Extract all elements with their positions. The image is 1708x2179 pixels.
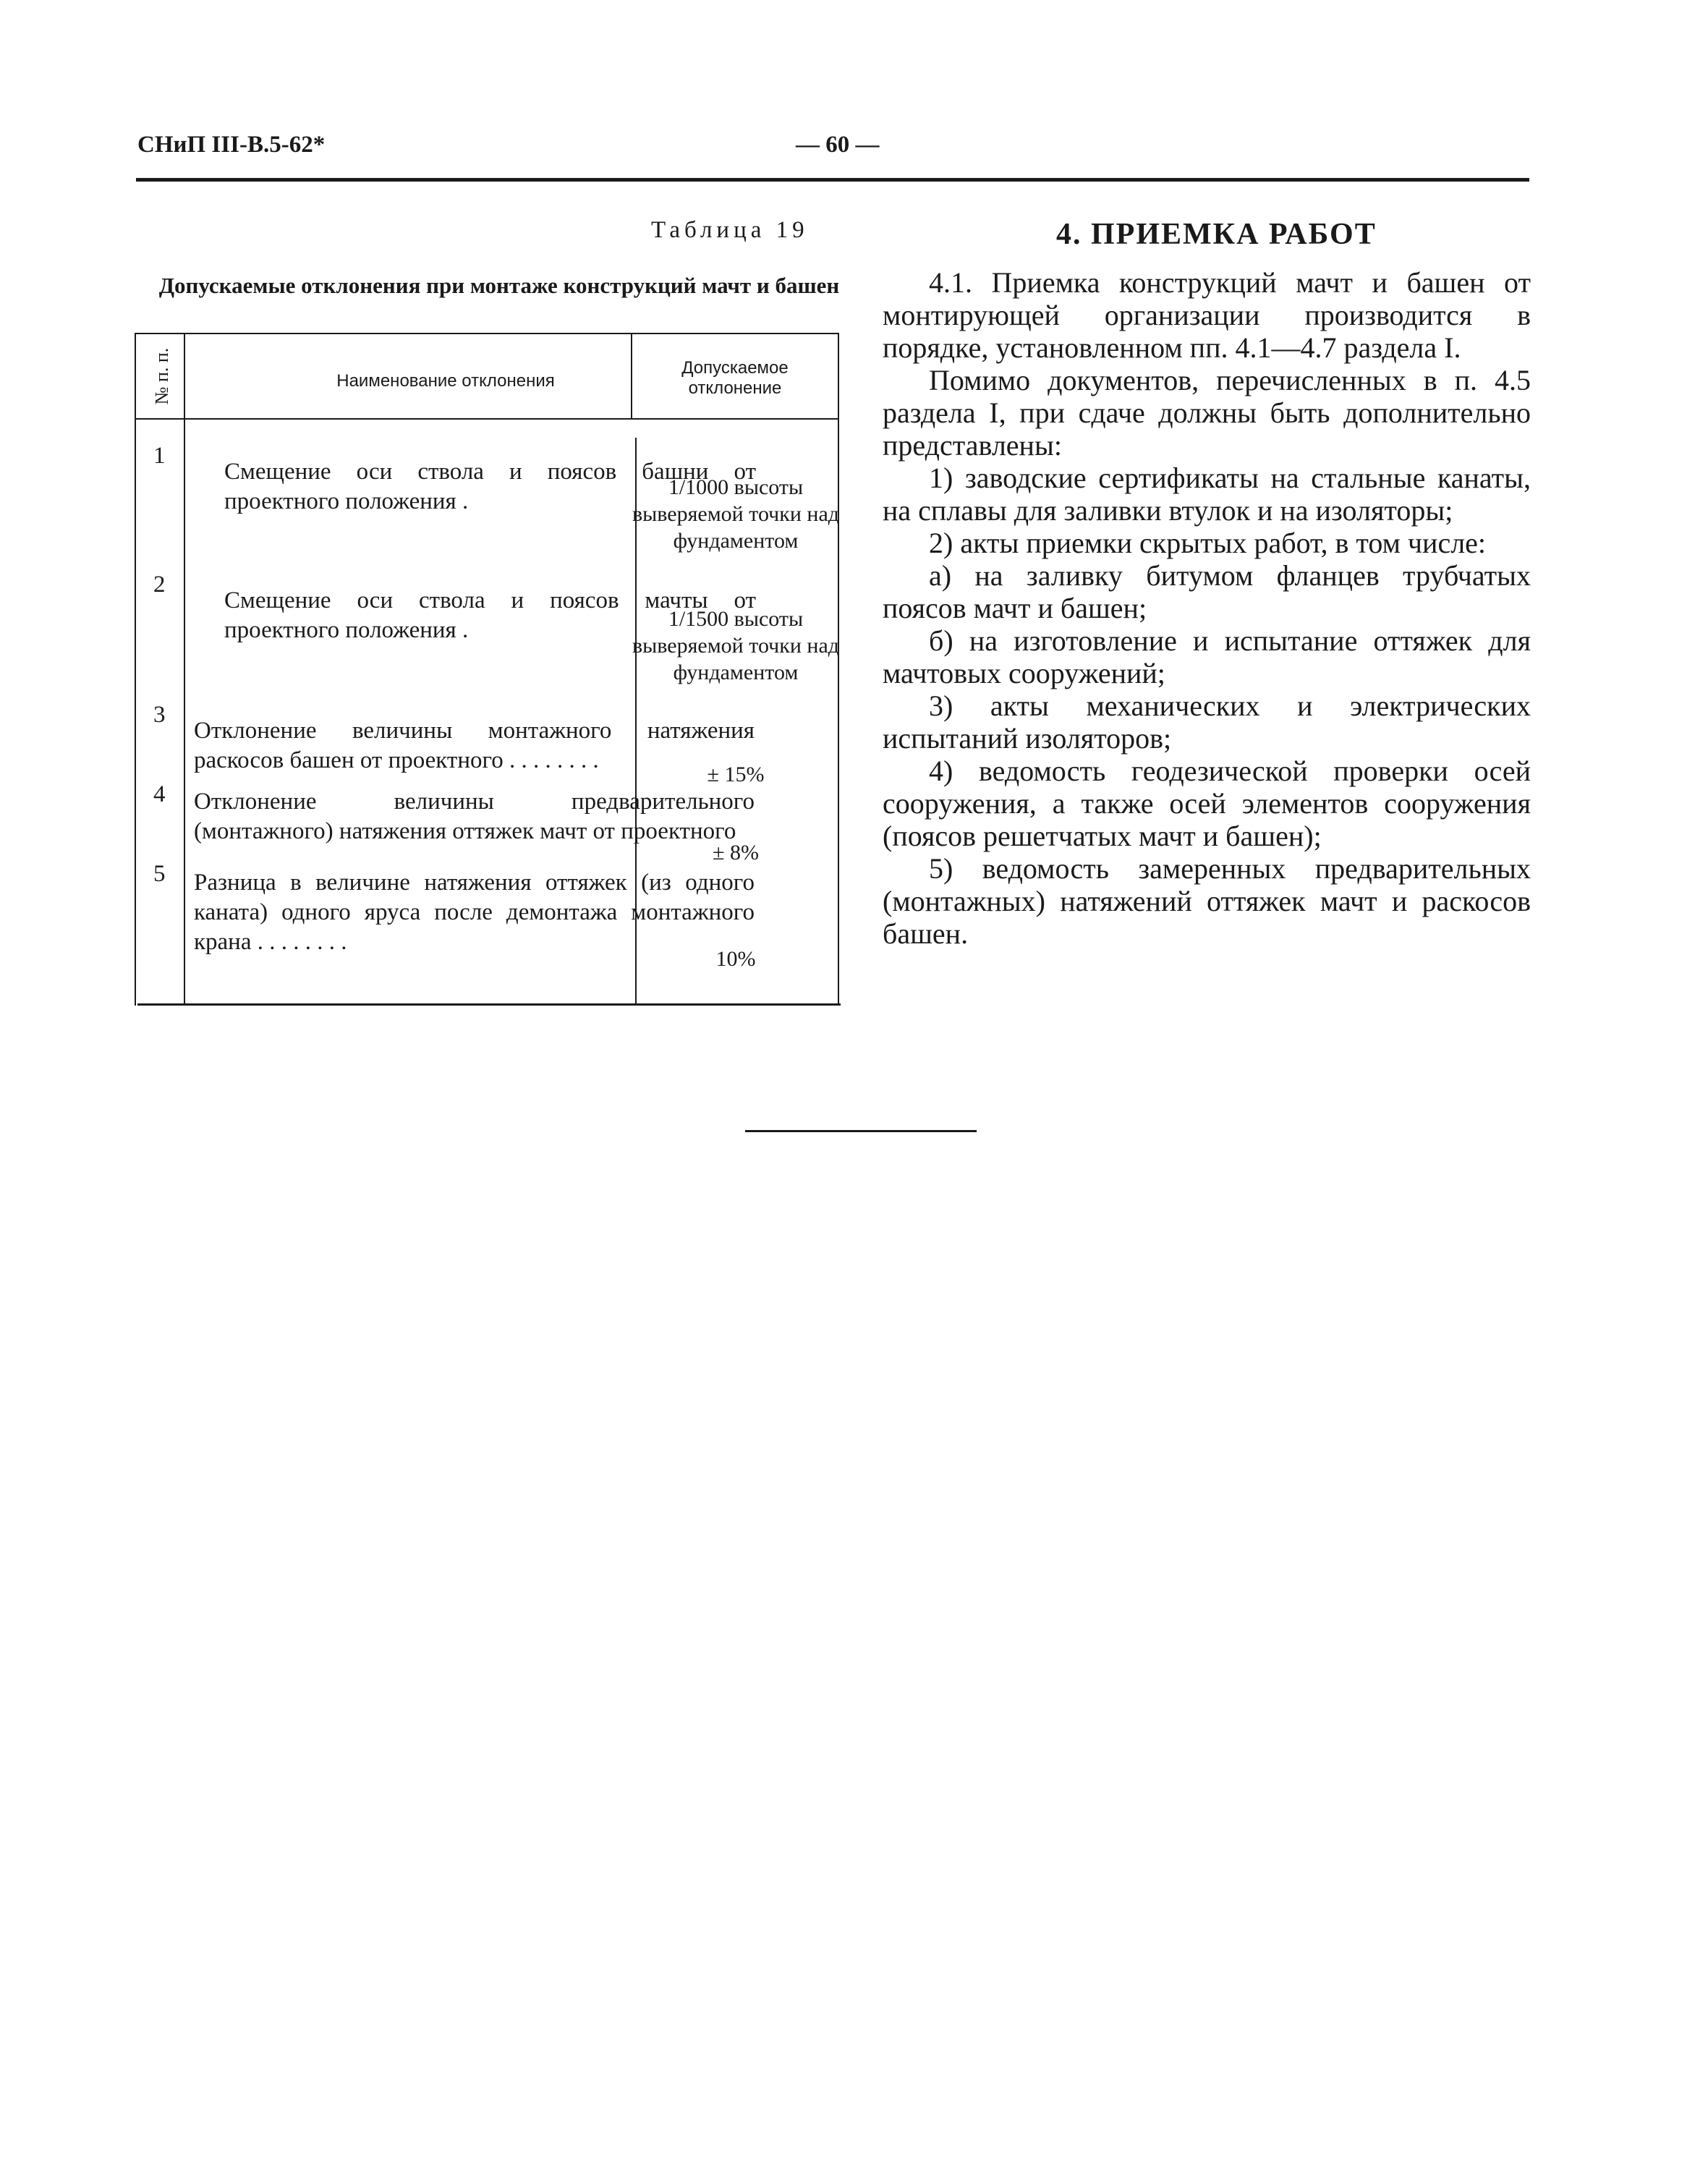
row-3-name: Отклонение величины монтажного натяжения раскосов башен от проектного . . . . . . . . — [194, 718, 755, 773]
header-deviation: Допускаемое отклонение — [681, 358, 789, 398]
paragraph: б) на изготовление и испытание оттяжек для мачтовых сооружений; — [883, 624, 1531, 689]
page-number: — 60 — — [796, 132, 880, 158]
deviation-table — [135, 333, 839, 1006]
paragraph: 2) акты приемки скрытых работ, в том числе: — [929, 527, 1487, 559]
paragraph: 5) ведомость замеренных предварительных (монтажных) натяжений оттяжек мачт и раскосов башен. — [883, 852, 1531, 950]
header-divider — [136, 178, 1529, 182]
table-number: Таблица 19 — [651, 217, 809, 243]
row-1-num: 1 — [153, 443, 166, 469]
table-col-divider-1 — [184, 333, 185, 1006]
paragraph: 1) заводские сертификаты на стальные канаты, на сплавы для заливки втулок и на изоляторы; — [883, 462, 1531, 527]
table-left-border — [135, 333, 136, 1006]
header-num: № п. п. — [151, 347, 172, 405]
row-5-value: 10% — [715, 947, 756, 971]
section-body — [883, 266, 1531, 950]
paragraph: 4) ведомость геодезической проверки осей сооружения, а также осей элементов сооружения (поясов решетчатых мачт и башен); — [883, 755, 1531, 852]
paragraph: 4.1. Приемка конструкций мачт и башен от монтирующей организации производится в порядке, установленном пп. 4.1—4.7 раздела I. — [883, 266, 1531, 364]
row-4-value: ± 8% — [713, 841, 759, 865]
row-5-num: 5 — [153, 861, 166, 887]
row-1-name: Смещение оси ствола и поясов башни от проектного положения . — [224, 459, 756, 514]
header-name: Наименование отклонения — [336, 371, 555, 391]
document-code: СНиП III-В.5-62* — [137, 132, 326, 158]
row-2-num: 2 — [153, 572, 166, 598]
table-header-border — [135, 418, 839, 420]
row-2-value: 1/1500 высоты выверяемой точки над фундаментом — [632, 607, 840, 684]
table-top-border — [135, 333, 839, 334]
row-3-value: ± 15% — [707, 763, 765, 786]
table-caption: Допускаемые отклонения при монтаже конструкций мачт и башен — [158, 273, 840, 298]
paragraph: Помимо документов, перечисленных в п. 4.5 раздела I, при сдаче должны быть дополнительно представлены: — [883, 364, 1531, 462]
table-bottom-rule — [137, 1003, 841, 1006]
row-4-name: Отклонение величины предварительного (монтажного) натяжения оттяжек мачт от проектного — [194, 789, 755, 844]
section-title: 4. ПРИЕМКА РАБОТ — [1056, 218, 1377, 251]
row-4-num: 4 — [153, 781, 166, 807]
paragraph: а) на заливку битумом фланцев трубчатых поясов мачт и башен; — [883, 559, 1531, 624]
end-rule — [745, 1130, 977, 1132]
paragraph: 3) акты механических и электрических испытаний изоляторов; — [883, 689, 1531, 755]
row-2-name: Смещение оси ствола и поясов мачты от проектного положения . — [224, 587, 756, 643]
row-5-name: Разница в величине натяжения оттяжек (из одного каната) одного яруса после демонтажа монтажного крана . . . . . . . . — [194, 870, 755, 955]
row-1-value: 1/1000 высоты выверяемой точки над фундаментом — [632, 475, 840, 553]
row-3-num: 3 — [153, 702, 166, 728]
